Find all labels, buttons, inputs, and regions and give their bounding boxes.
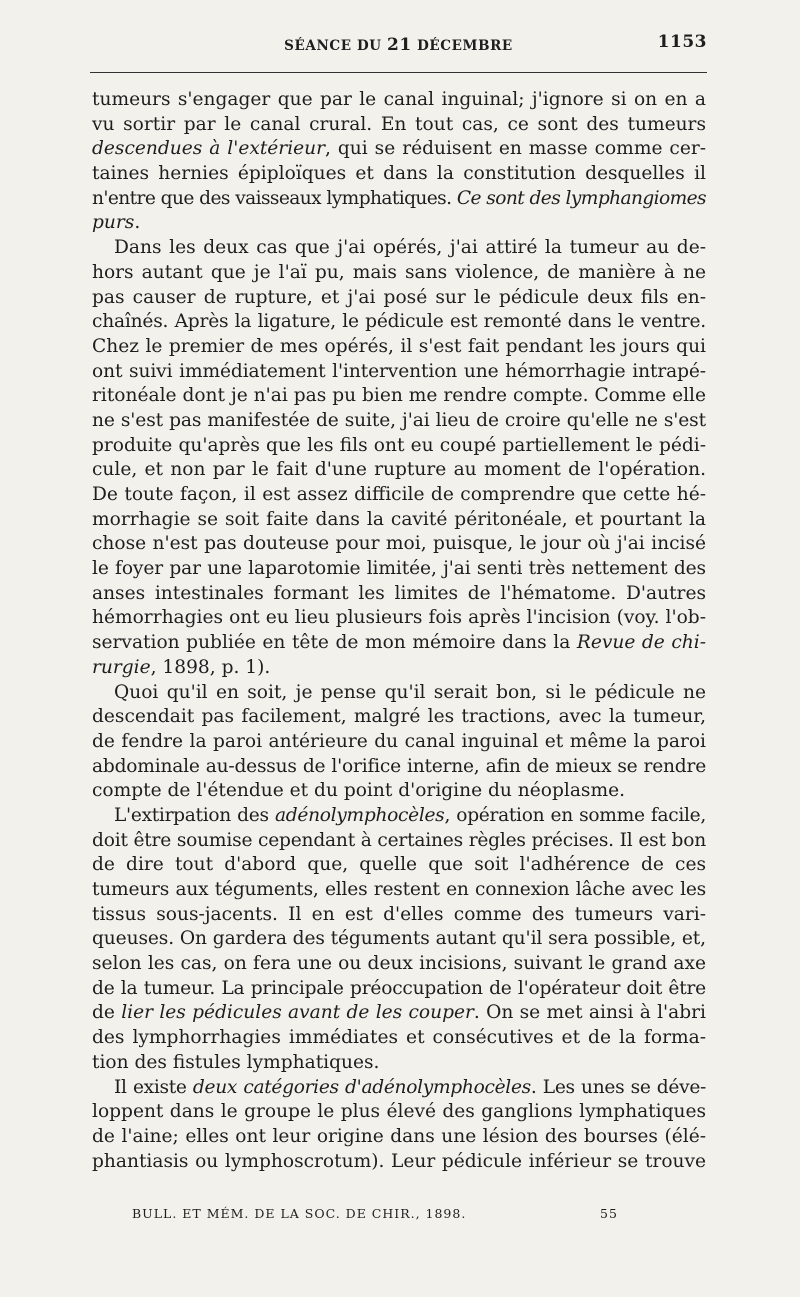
text-line: de lier les pédicules avant de les couper. On se met ainsi à l'abri xyxy=(92,1002,706,1024)
running-title-month: DÉCEMBRE xyxy=(411,38,513,54)
text-line: De toute façon, il est assez difficile de comprendre que cette hé- xyxy=(92,484,706,505)
text-line: tumeurs s'engager que par le canal inguinal; j'ignore si on en a xyxy=(92,89,706,110)
running-title xyxy=(90,35,707,55)
running-title-day: 21 xyxy=(386,35,412,55)
text-line: pas causer de rupture, et j'ai posé sur le pédicule deux fils en- xyxy=(92,286,706,308)
text-line: de fendre la paroi antérieure du canal inguinal et même la paroi xyxy=(92,730,706,752)
page-header xyxy=(90,26,707,62)
text-line: tumeurs aux téguments, elles restent en connexion lâche avec les xyxy=(92,879,706,900)
text-line: Chez le premier de mes opérés, il s'est fait pendant les jours qui xyxy=(92,335,706,357)
page-number: 1153 xyxy=(657,32,707,52)
text-line: de dire tout d'abord que, quelle que soit l'adhérence de ces xyxy=(92,854,706,876)
text-line: tissus sous-jacents. Il en est d'elles comme des tumeurs vari- xyxy=(92,903,706,925)
text-line: loppent dans le groupe le plus élevé des ganglions lymphatiques xyxy=(92,1101,706,1123)
paragraph-start-line: Il existe deux catégories d'adénolymphocèles. Les unes se déve- xyxy=(114,1076,706,1098)
text-line: le foyer par une laparotomie limitée, j'ai senti très nettement des xyxy=(92,558,706,580)
paragraph-start-line: Quoi qu'il en soit, je pense qu'il serait bon, si le pédicule ne xyxy=(114,681,706,703)
text-line: phantiasis ou lymphoscrotum). Leur pédicule inférieur se trouve xyxy=(92,1150,706,1172)
text-line: morrhagie se soit faite dans la cavité péritonéale, et pourtant la xyxy=(92,508,706,530)
text-line: doit être soumise cependant à certaines règles précises. Il est bon xyxy=(92,829,706,851)
text-line: compte de l'étendue et du point d'origine du néoplasme. xyxy=(92,780,625,802)
paragraph-start-line: L'extirpation des adénolymphocèles, opération en somme facile, xyxy=(114,804,706,826)
text-line: servation publiée en tête de mon mémoire dans la Revue de chi- xyxy=(92,632,706,654)
text-line: ne s'est pas manifestée de suite, j'ai lieu de croire qu'elle ne s'est xyxy=(92,409,706,431)
text-line: produite qu'après que les fils ont eu coupé partiellement le pédi- xyxy=(92,434,706,456)
text-line: n'entre que des vaisseaux lymphatiques. Ce sont des lymphangiomes xyxy=(92,187,706,209)
text-line: descendait pas facilement, malgré les tractions, avec la tumeur, xyxy=(92,706,706,728)
text-line: vu sortir par le canal crural. En tout cas, ce sont des tumeurs xyxy=(92,113,706,135)
running-title-prefix: SÉANCE DU xyxy=(284,38,387,54)
text-line: taines hernies épiploïques et dans la constitution desquelles il xyxy=(92,163,706,185)
text-line: selon les cas, on fera une ou deux incisions, suivant le grand axe xyxy=(92,953,706,975)
journal-reference: BULL. ET MÉM. DE LA SOC. DE CHIR., 1898. xyxy=(132,1206,467,1221)
text-line: de l'aine; elles ont leur origine dans une lésion des bourses (élé- xyxy=(92,1125,706,1147)
text-line: descendues à l'extérieur, qui se réduisent en masse comme cer- xyxy=(92,138,707,160)
text-line: des lymphorrhagies immédiates et consécutives et de la forma- xyxy=(92,1027,706,1049)
header-rule xyxy=(90,72,707,73)
signature-mark: 55 xyxy=(600,1206,618,1221)
text-line: hémorrhagies ont eu lieu plusieurs fois après l'incision (voy. l'ob- xyxy=(92,607,706,629)
text-line: ritonéale dont je n'ai pas pu bien me rendre compte. Comme elle xyxy=(92,385,706,407)
paragraph-start-line: Dans les deux cas que j'ai opérés, j'ai attiré la tumeur au de- xyxy=(114,237,706,259)
text-line: queuses. On gardera des téguments autant qu'il sera possible, et, xyxy=(92,928,706,950)
text-line: anses intestinales formant les limites de l'hématome. D'autres xyxy=(92,582,706,604)
text-line: purs. xyxy=(92,212,141,234)
text-line: rurgie, 1898, p. 1). xyxy=(92,656,271,678)
text-line: cule, et non par le fait d'une rupture au moment de l'opération. xyxy=(92,459,706,481)
text-line: abdominale au-dessus de l'orifice interne, afin de mieux se rendre xyxy=(92,755,706,777)
text-line: chaînés. Après la ligature, le pédicule est remonté dans le ventre. xyxy=(92,311,706,333)
page-footer xyxy=(132,1200,652,1224)
body-text xyxy=(92,88,706,1174)
text-line: chose n'est pas douteuse pour moi, puisque, le jour où j'ai incisé xyxy=(92,533,706,555)
text-line: tion des fistules lymphatiques. xyxy=(92,1051,380,1073)
text-line: de la tumeur. La principale préoccupation de l'opérateur doit être xyxy=(92,977,706,999)
text-line: hors autant que je l'aï pu, mais sans violence, de manière à ne xyxy=(92,261,706,283)
text-line: ont suivi immédiatement l'intervention une hémorrhagie intrapé- xyxy=(92,360,706,382)
